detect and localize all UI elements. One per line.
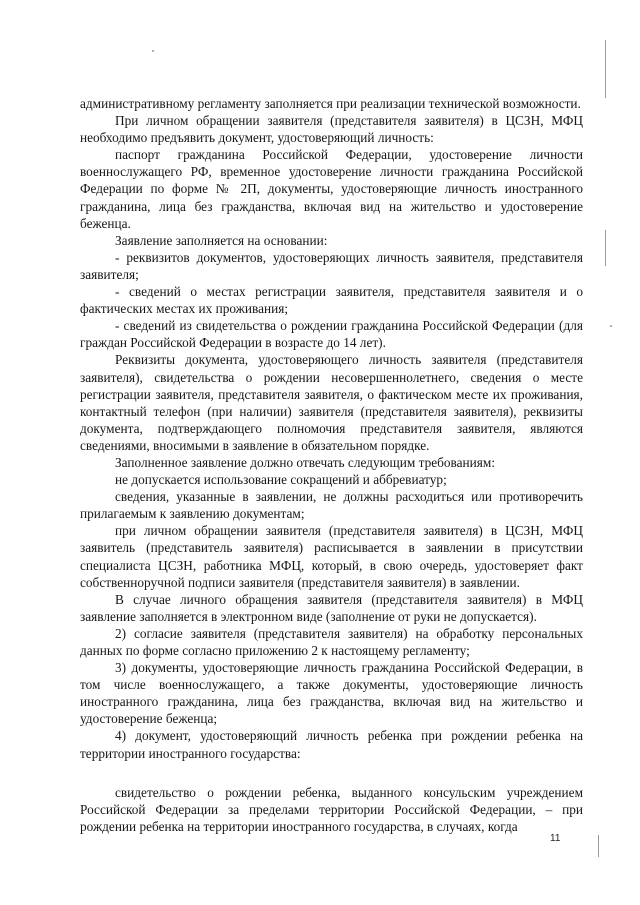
paragraph: Реквизиты документа, удостоверяющего личность заявителя (представителя заявителя), свидетельства о рождении несовершеннолетнего, сведения о месте регистрации заявителя, представителя заявителя, о фактическом месте их проживания, контактный телефон (при наличии) заявителя (представителя заявителя), реквизиты документа, подтверждающего полномочия представителя заявителя, являются сведениями, вносимыми в заявление в обязательном порядке. xyxy=(80,352,583,453)
scan-dust-mark xyxy=(610,325,612,327)
paragraph: В случае личного обращения заявителя (представителя заявителя) в МФЦ заявление заполняется в электронном виде (заполнение от руки не допускается). xyxy=(80,591,583,624)
scan-edge-mark xyxy=(605,230,606,266)
scan-dust-mark xyxy=(152,50,154,52)
scan-edge-mark xyxy=(605,40,606,98)
paragraph: При личном обращении заявителя (представителя заявителя) в ЦСЗН, МФЦ необходимо предъявить документ, удостоверяющий личность: xyxy=(80,113,583,146)
list-item: 2) согласие заявителя (представителя заявителя) на обработку персональных данных по форме согласно приложению 2 к настоящему регламенту; xyxy=(80,625,583,658)
page-number: 11 xyxy=(550,833,561,844)
list-item: 3) документы, удостоверяющие личность гражданина Российской Федерации, в том числе военнослужащего, а также документы, удостоверяющие личность иностранного гражданина, лица без гражданства, включая вид на жительство и удостоверение беженца; xyxy=(80,660,583,727)
list-item: сведения, указанные в заявлении, не должны расходиться или противоречить прилагаемым к заявлению документам; xyxy=(80,489,583,522)
document-body xyxy=(80,95,583,835)
paragraph: Заявление заполняется на основании: xyxy=(115,232,328,248)
paragraph: Заполненное заявление должно отвечать следующим требованиям: xyxy=(115,454,496,470)
list-item: - реквизитов документов, удостоверяющих личность заявителя, представителя заявителя; xyxy=(80,249,583,282)
list-item: 4) документ, удостоверяющий личность ребенка при рождении ребенка на территории иностранного государства: xyxy=(80,728,583,761)
paragraph: паспорт гражданина Российской Федерации, удостоверение личности военнослужащего РФ, временное удостоверение личности гражданина Российской Федерации по форме № 2П, документы, удостоверяющие личность иностранного гражданина, лица без гражданства, включая вид на жительство и удостоверение беженца. xyxy=(80,147,583,231)
paragraph: свидетельство о рождении ребенка, выданного консульским учреждением Российской Федерации за пределами территории Российской Федерации, – при рождении ребенка на территории иностранного государства, в случаях, когда xyxy=(80,784,583,834)
scan-edge-mark xyxy=(598,835,599,857)
list-item: - сведений о местах регистрации заявителя, представителя заявителя и о фактических местах их проживания; xyxy=(80,284,583,317)
list-item: при личном обращении заявителя (представителя заявителя) в ЦСЗН, МФЦ заявитель (представитель заявителя) расписывается в заявлении в присутствии специалиста ЦСЗН, работника МФЦ, который, в свою очередь, удостоверяет факт собственноручной подписи заявителя (представителя заявителя) в заявлении. xyxy=(80,523,583,590)
blank-gap xyxy=(80,762,583,784)
list-item: не допускается использование сокращений и аббревиатур; xyxy=(115,472,447,488)
list-item: - сведений из свидетельства о рождении гражданина Российской Федерации (для граждан Российской Федерации в возрасте до 14 лет). xyxy=(80,318,583,351)
paragraph: административному регламенту заполняется при реализации технической возможности. xyxy=(80,96,581,111)
